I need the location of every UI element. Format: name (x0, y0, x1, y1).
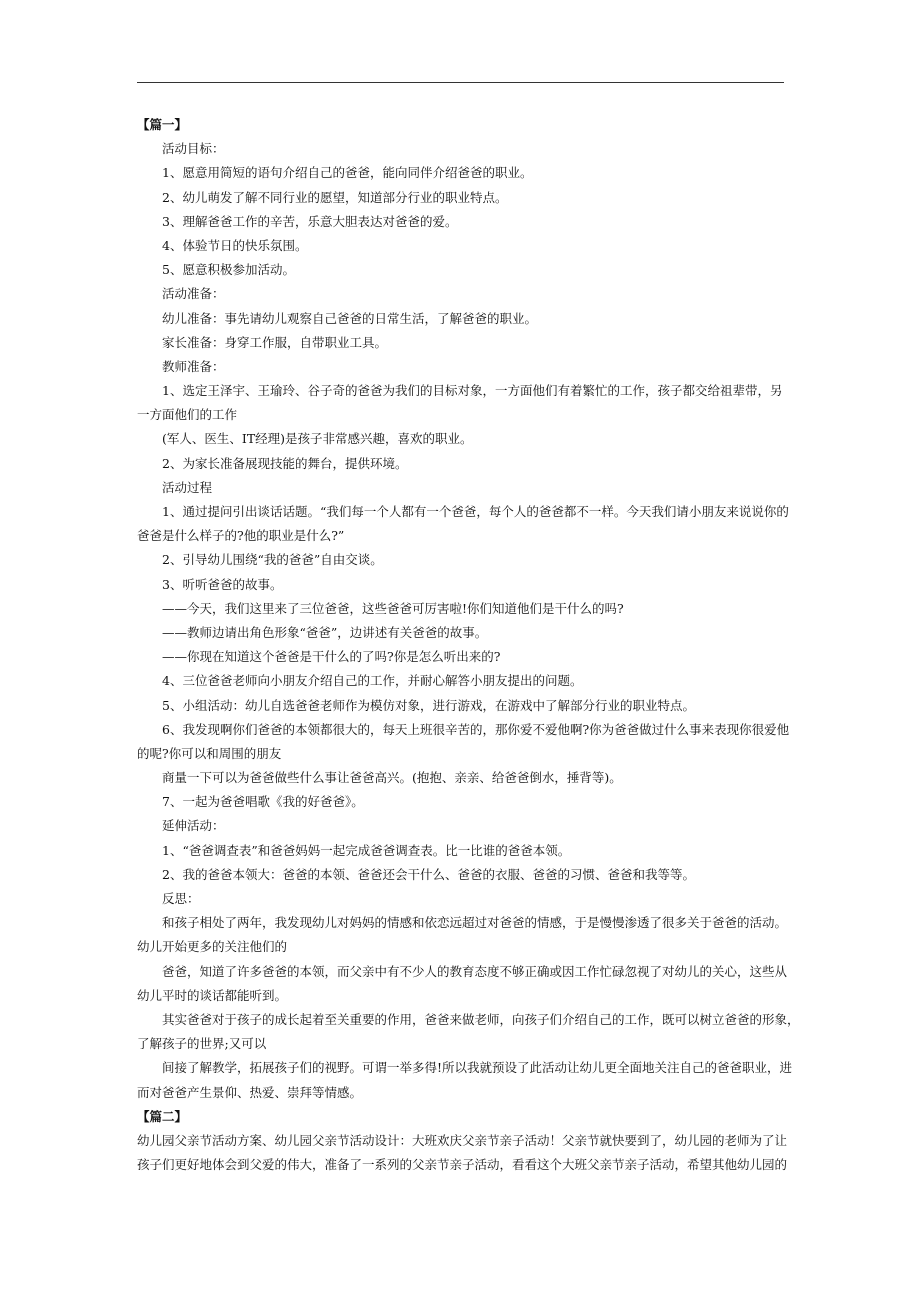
text-line: 2、我的爸爸本领大：爸爸的本领、爸爸还会干什么、爸爸的衣服、爸爸的习惯、爸爸和我等等。 (162, 866, 695, 882)
text-line: 幼儿平时的谈话都能听到。 (137, 987, 288, 1003)
text-line: 6、我发现啊你们爸爸的本领都很大的，每天上班很辛苦的，那你爱不爱他啊?你为爸爸做过什么事来表现你很爱他 (162, 721, 790, 737)
text-line: ——你现在知道这个爸爸是干什么的了吗?你是怎么听出来的? (162, 649, 501, 665)
text-line: 活动目标： (162, 141, 225, 157)
text-line: 2、引导幼儿围绕“我的爸爸”自由交谈。 (162, 552, 383, 568)
text-line: 和孩子相处了两年，我发现幼儿对妈妈的情感和依恋远超过对爸爸的情感，于是慢慢渗透了很多关于爸爸的活动。 (162, 915, 788, 931)
text-line: 5、愿意积极参加活动。 (162, 262, 295, 278)
text-line: 家长准备：身穿工作服，自带职业工具。 (162, 334, 388, 350)
text-line: (军人、医生、IT经理)是孩子非常感兴趣，喜欢的职业。 (162, 431, 473, 447)
document-body (137, 113, 800, 1177)
text-line: ——教师边请出角色形象“爸爸”，边讲述有关爸爸的故事。 (162, 624, 488, 640)
section-heading: 【篇一】 (137, 117, 188, 132)
text-line: 爸爸，知道了许多爸爸的本领，而父亲中有不少人的教育态度不够正确或因工作忙碌忽视了对幼儿的关心，这些从 (162, 963, 788, 979)
text-line: 的呢?你可以和周围的朋友 (137, 745, 282, 761)
header-rule (137, 82, 784, 83)
text-line: 爸爸是什么样子的?他的职业是什么?” (137, 528, 345, 544)
text-line: 4、三位爸爸老师向小朋友介绍自己的工作，并耐心解答小朋友提出的问题。 (162, 673, 583, 689)
text-line: 3、听听爸爸的故事。 (162, 576, 283, 592)
text-line: 4、体验节日的快乐氛围。 (162, 237, 308, 253)
text-line: 7、一起为爸爸唱歌《我的好爸爸》。 (162, 794, 364, 810)
text-line: 活动准备： (162, 286, 225, 302)
text-line: 幼儿开始更多的关注他们的 (137, 939, 288, 955)
text-line: 商量一下可以为爸爸做些什么事让爸爸高兴。(抱抱、亲亲、给爸爸倒水，捶背等)。 (162, 770, 622, 786)
text-line: 活动过程 (162, 479, 213, 495)
text-line: 了解孩子的世界;又可以 (137, 1036, 267, 1052)
text-line: 延伸活动： (162, 818, 225, 834)
text-line: ——今天，我们这里来了三位爸爸，这些爸爸可厉害啦!你们知道他们是干什么的吗? (162, 600, 624, 616)
text-line: 幼儿准备：事先请幼儿观察自己爸爸的日常生活，了解爸爸的职业。 (162, 310, 538, 326)
text-line: 间接了解教学，拓展孩子们的视野。可谓一举多得!所以我就预设了此活动让幼儿更全面地关注自己的爸爸职业，进 (162, 1060, 793, 1076)
text-line: 而对爸爸产生景仰、热爱、崇拜等情感。 (137, 1084, 363, 1100)
text-line: 1、愿意用简短的语句介绍自己的爸爸，能向同伴介绍爸爸的职业。 (162, 165, 533, 181)
text-line: 1、“爸爸调查表”和爸爸妈妈一起完成爸爸调查表。比一比谁的爸爸本领。 (162, 842, 571, 858)
text-line: 教师准备： (162, 358, 225, 374)
text-line: 反思： (162, 891, 200, 906)
text-line: 1、通过提问引出谈话话题。“我们每一个人都有一个爸爸，每个人的爸爸都不一样。今天我们请小朋友来说说你的 (162, 504, 789, 519)
section-heading: 【篇二】 (137, 1108, 188, 1124)
text-line: 幼儿园父亲节活动方案、幼儿园父亲节活动设计：大班欢庆父亲节亲子活动！父亲节就快要到了，幼儿园的老师为了让 (137, 1132, 788, 1148)
text-line: 2、为家长准备展现技能的舞台，提供环境。 (162, 455, 408, 471)
text-line: 3、理解爸爸工作的辛苦，乐意大胆表达对爸爸的爱。 (162, 213, 458, 229)
text-line: 其实爸爸对于孩子的成长起着至关重要的作用，爸爸来做老师，向孩子们介绍自己的工作，既可以树立爸爸的形象， (162, 1011, 800, 1027)
text-line: 孩子们更好地体会到父爱的伟大，准备了一系列的父亲节亲子活动，看看这个大班父亲节亲子活动，希望其他幼儿园的 (137, 1157, 788, 1173)
text-line: 1、选定王泽宇、王瑜玲、谷子奇的爸爸为我们的目标对象，一方面他们有着繁忙的工作，孩子都交给祖辈带，另 (162, 383, 783, 399)
text-line: 2、幼儿萌发了解不同行业的愿望，知道部分行业的职业特点。 (162, 189, 508, 205)
text-line: 一方面他们的工作 (137, 407, 238, 423)
text-line: 5、小组活动：幼儿自选爸爸老师作为模仿对象，进行游戏，在游戏中了解部分行业的职业特点。 (162, 697, 695, 713)
